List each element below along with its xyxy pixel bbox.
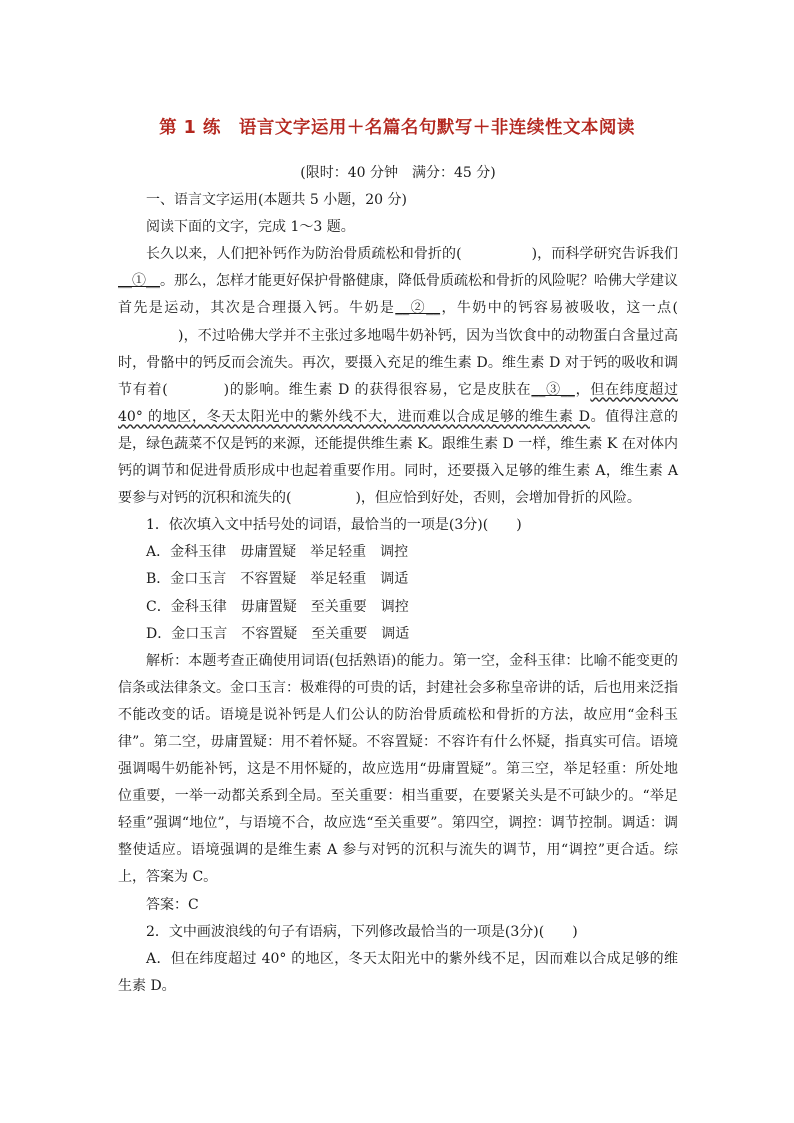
page-title: 第 1 练 语言文字运用＋名篇名句默写＋非连续性文本阅读 [159,118,635,138]
question-1-option-a: A．金科玉律 毋庸置疑 举足轻重 调控 [146,544,409,561]
instruction: 阅读下面的文字，完成 1～3 题。 [146,219,355,236]
question-2-option-a: A．但在纬度超过 40° 的地区，冬天太阳光中的紫外线不足，因而难以合成足够的维生素 D。 [118,950,678,994]
time-limit: (限时：40 分钟 满分：45 分) [300,165,496,181]
question-1-option-d: D．金口玉言 不容置疑 至关重要 调适 [146,625,410,642]
question-1-answer: 答案：C [146,896,199,913]
blank-3: __③__ [531,381,575,398]
blank-1: __①__ [118,273,160,290]
question-2-stem: 2．文中画波浪线的句子有语病，下列修改最恰当的一项是(3分)( ) [146,923,578,940]
wavy-underlined-sentence: 但在纬度超过 40° 的地区，冬天太阳光中的紫外线不大，进而难以合成足够的维生素 D [118,381,679,425]
question-1-option-c: C．金科玉律 毋庸置疑 至关重要 调控 [146,598,409,615]
question-1-stem: 1．依次填入文中括号处的词语，最恰当的一项是(3分)( ) [146,517,522,534]
reading-passage: 长久以来，人们把补钙作为防治骨质疏松和骨折的( )，而科学研究告诉我们__①__。那么，怎样才能更好保护骨骼健康，降低骨质疏松和骨折的风险呢？哈佛大学建议首先是运动，其次是合理摄入钙。牛奶是__②__，牛奶中的钙容易被吸收，这一点()，不过哈佛大学并不主张过多地喝牛奶补钙，因为当饮食中的动物蛋白含量过高时，骨骼中的钙反而会流失。再次，要摄入充足的维生素 D。维生素 D 对于钙的吸收和调节有着( )的影响。维生素 D 的获得很容易，它是皮肤在__③__，但在纬度超过 40° 的地区，冬天太阳光中的紫外线不大，进而难以合成足够的维生素 D。值得注意的是，绿色蔬菜不仅是钙的来源，还能提供维生素 K。跟维生素 D 一样，维生素 K 在对体内钙的调节和促进骨质形成中也起着重要作用。同时，还要摄入足够的维生素 A，维生素 A 要参与对钙的沉积和流失的( )，但应恰到好处，否则，会增加骨折的风险。 [118,246,679,507]
section-heading: 一、语言文字运用(本题共 5 小题，20 分) [146,192,407,209]
document-body [118,160,678,1000]
question-1-option-b: B．金口玉言 不容置疑 举足轻重 调适 [146,571,409,588]
blank-2: __②__ [395,300,441,317]
question-1-analysis: 解析：本题考查正确使用词语(包括熟语)的能力。第一空，金科玉律：比喻不能变更的信条或法律条文。金口玉言：极难得的可贵的话，封建社会多称皇帝讲的话，后也用来泛指不能改变的话。语境是说补钙是人们公认的防治骨质疏松和骨折的方法，故应用“金科玉律”。第二空，毋庸置疑：用不着怀疑。不容置疑：不容许有什么怀疑，指真实可信。语境强调喝牛奶能补钙，这是不用怀疑的，故应选用“毋庸置疑”。第三空，举足轻重：所处地位重要，一举一动都关系到全局。至关重要：相当重要，在要紧关头是不可缺少的。“举足轻重”强调“地位”，与语境不合，故应选“至关重要”。第四空，调控：调节控制。调适：调整使适应。语境强调的是维生素 A 参与对钙的沉积与流失的调节，用“调控”更合适。综上，答案为 C。 [118,652,678,886]
